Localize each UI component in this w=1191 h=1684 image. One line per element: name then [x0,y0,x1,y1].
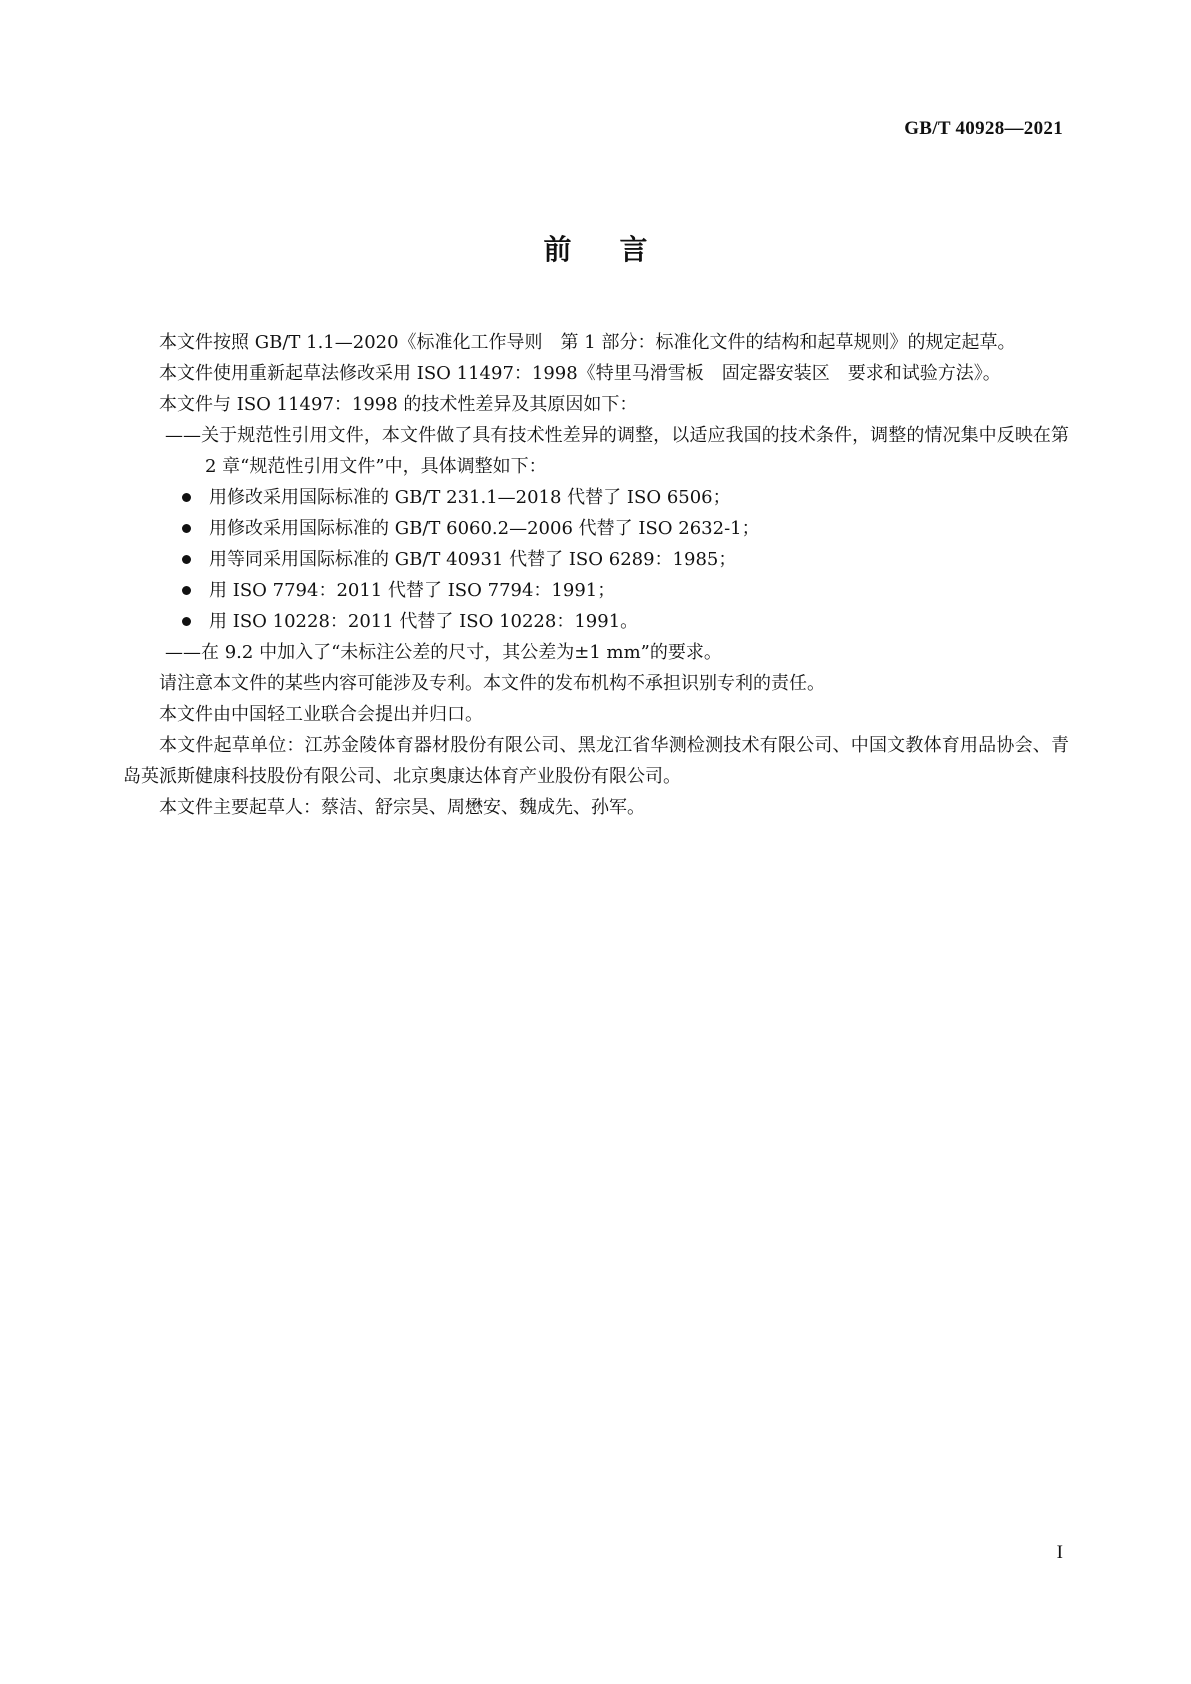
page-number: I [1056,1542,1063,1563]
list-item [123,606,1069,637]
reference-adjustment-list [123,482,1069,637]
paragraph-differences-intro: 本文件与 ISO 11497：1998 的技术性差异及其原因如下： [159,394,638,415]
list-item-text: 用 ISO 10228：2011 代替了 ISO 10228：1991。 [209,611,639,632]
bullet-icon [182,586,191,595]
list-item [123,513,1069,544]
bullet-icon [182,493,191,502]
bullet-icon [182,617,191,626]
paragraph-drafting-rules: 本文件按照 GB/T 1.1—2020《标准化工作导则 第 1 部分：标准化文件的结构和起草规则》的规定起草。 [159,332,1016,353]
list-item-text: 用等同采用国际标准的 GB/T 40931 代替了 ISO 6289：1985； [209,549,737,570]
paragraph-adoption-method: 本文件使用重新起草法修改采用 ISO 11497：1998《特里马滑雪板 固定器安装区 要求和试验方法》。 [159,363,1001,384]
difference-item-references: ——关于规范性引用文件，本文件做了具有技术性差异的调整，以适应我国的技术条件，调整的情况集中反映在第 2 章“规范性引用文件”中，具体调整如下： [165,425,1069,477]
list-item-text: 用修改采用国际标准的 GB/T 231.1—2018 代替了 ISO 6506； [209,487,731,508]
paragraph-patent-notice: 请注意本文件的某些内容可能涉及专利。本文件的发布机构不承担识别专利的责任。 [159,673,825,694]
paragraph-proposer: 本文件由中国轻工业联合会提出并归口。 [159,704,483,725]
paragraph-drafting-units: 本文件起草单位：江苏金陵体育器材股份有限公司、黑龙江省华测检测技术有限公司、中国文教体育用品协会、青岛英派斯健康科技股份有限公司、北京奥康达体育产业股份有限公司。 [123,735,1069,787]
bullet-icon [182,555,191,564]
foreword-body [123,327,1069,823]
paragraph-drafters: 本文件主要起草人：蔡洁、舒宗昊、周懋安、魏成先、孙军。 [159,797,645,818]
list-item-text: 用修改采用国际标准的 GB/T 6060.2—2006 代替了 ISO 2632-1； [209,518,760,539]
list-item [123,575,1069,606]
document-code: GB/T 40928—2021 [904,118,1063,139]
bullet-icon [182,524,191,533]
list-item [123,544,1069,575]
page-title: 前言 [543,233,696,266]
difference-item-tolerance: ——在 9.2 中加入了“未标注公差的尺寸，其公差为±1 mm”的要求。 [165,642,722,663]
list-item-text: 用 ISO 7794：2011 代替了 ISO 7794：1991； [209,580,616,601]
list-item [123,482,1069,513]
